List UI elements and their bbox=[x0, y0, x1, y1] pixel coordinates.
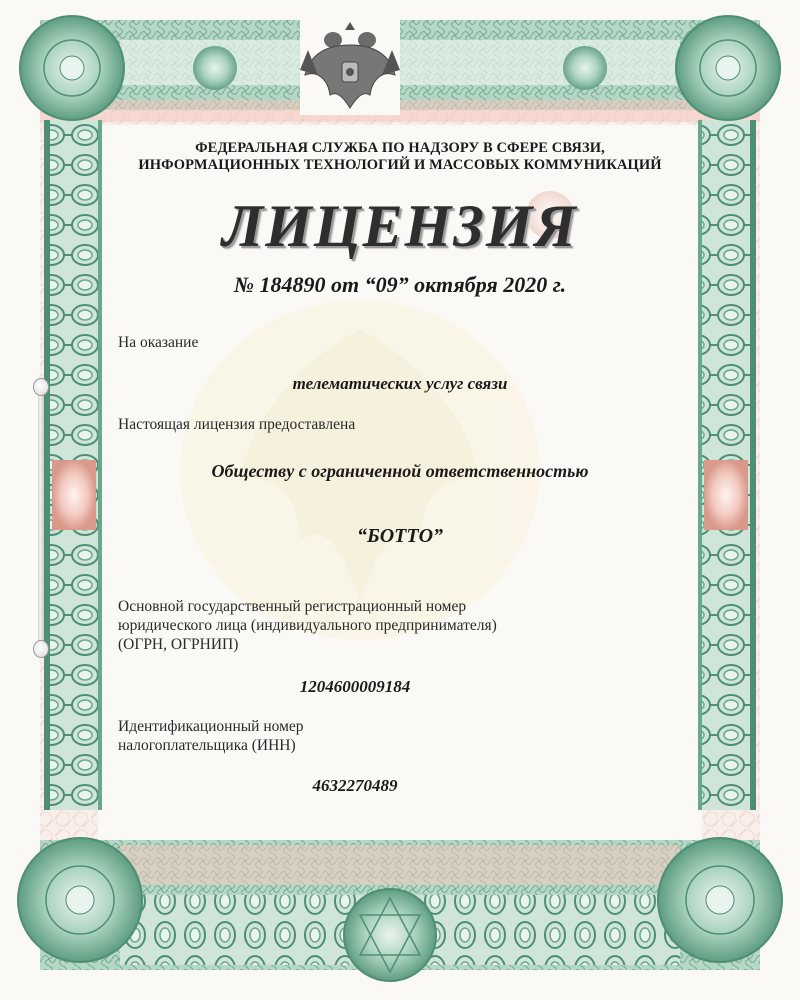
document-title: ЛИЦЕНЗИЯ bbox=[222, 193, 578, 259]
corner-rosette-bottom-left-icon bbox=[18, 838, 142, 962]
corner-rosette-top-right-icon bbox=[676, 16, 780, 120]
agency-name-line-1: ФЕДЕРАЛЬНАЯ СЛУЖБА ПО НАДЗОРУ В СФЕРЕ СВЯЗИ, bbox=[195, 140, 605, 156]
service-label: На оказание bbox=[118, 334, 199, 351]
binder-hole-top-icon bbox=[33, 378, 49, 396]
ogrn-value: 1204600009184 bbox=[299, 677, 411, 696]
inn-label-line-1: Идентификационный номер bbox=[118, 718, 304, 735]
binder-hole-bottom-icon bbox=[33, 640, 49, 658]
service-value: телематических услуг связи bbox=[292, 374, 508, 393]
inn-value: 4632270489 bbox=[312, 776, 398, 795]
inn-label-line-2: налогоплательщика (ИНН) bbox=[118, 737, 296, 754]
corner-rosette-top-left-icon bbox=[20, 16, 124, 120]
agency-name-line-2: ИНФОРМАЦИОННЫХ ТЕХНОЛОГИЙ И МАССОВЫХ КОММУНИКАЦИЙ bbox=[138, 157, 662, 173]
licensee-label: Настоящая лицензия предоставлена bbox=[118, 416, 356, 433]
licensee-name: “БОТТО” bbox=[356, 525, 444, 547]
licensee-type: Обществу с ограниченной ответственностью bbox=[211, 461, 589, 481]
ogrn-label-line-1: Основной государственный регистрационный номер bbox=[118, 598, 467, 615]
corner-rosette-bottom-right-icon bbox=[658, 838, 782, 962]
bottom-center-medallion-icon bbox=[344, 889, 436, 981]
ogrn-label-line-2: юридического лица (индивидуального предпринимателя) bbox=[118, 617, 497, 634]
double-headed-eagle-emblem-icon bbox=[300, 5, 400, 115]
ogrn-label-line-3: (ОГРН, ОГРНИП) bbox=[118, 636, 239, 653]
license-number: № 184890 от “09” октября 2020 г. bbox=[233, 272, 567, 297]
binder-fold bbox=[38, 395, 44, 657]
